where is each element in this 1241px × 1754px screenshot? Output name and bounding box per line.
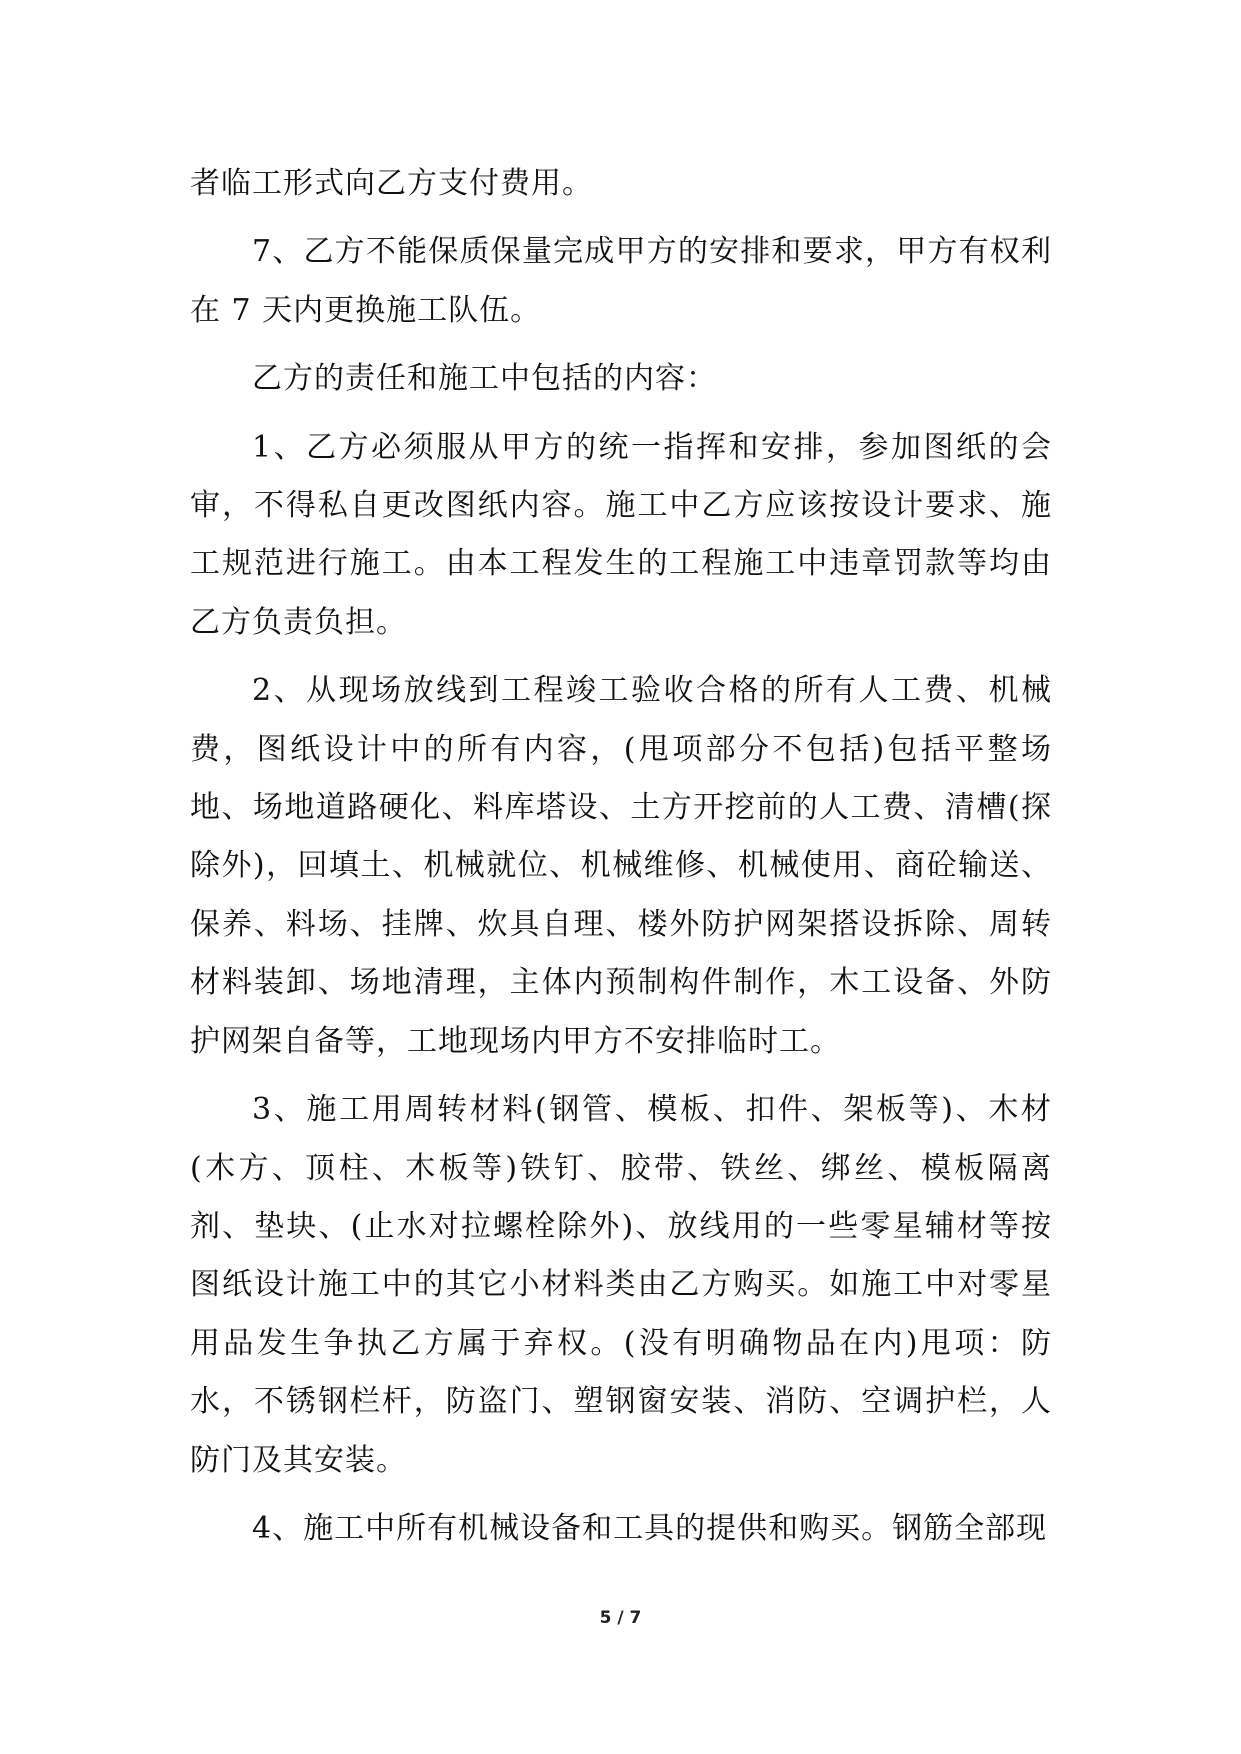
paragraph: 3、施工用周转材料(钢管、模板、扣件、架板等)、木材(木方、顶柱、木板等)铁钉、胶带、铁丝、绑丝、模板隔离剂、垫块、(止水对拉螺栓除外)、放线用的一些零星辅材等按图纸设计施工中的其它小材料类由乙方购买。如施工中对零星用品发生争执乙方属于弃权。(没有明确物品在内)甩项：防水，不锈钢栏杆，防盗门、塑钢窗安装、消防、空调护栏，人防门及其安装。: [190, 1092, 1052, 1478]
paragraph: 1、乙方必须服从甲方的统一指挥和安排，参加图纸的会审，不得私自更改图纸内容。施工中乙方应该按设计要求、施工规范进行施工。由本工程发生的工程施工中违章罚款等均由乙方负责负担。: [190, 429, 1052, 640]
page-number: 5 / 7: [599, 1608, 642, 1628]
paragraph: 乙方的责任和施工中包括的内容：: [252, 361, 717, 397]
paragraph: 者临工形式向乙方支付费用。: [190, 166, 593, 201]
paragraph: 2、从现场放线到工程竣工验收合格的所有人工费、机械费，图纸设计中的所有内容，(甩项部分不包括)包括平整场地、场地道路硬化、料库塔设、土方开挖前的人工费、清槽(探除外)，回填土、机械就位、机械维修、机械使用、商砼输送、保养、料场、挂牌、炊具自理、楼外防护网架搭设拆除、周转材料装卸、场地清理，主体内预制构件制作，木工设备、外防护网架自备等，工地现场内甲方不安排临时工。: [190, 673, 1052, 1059]
paragraph: 4、施工中所有机械设备和工具的提供和购买。钢筋全部现: [252, 1510, 1048, 1546]
paragraph: 7、乙方不能保质保量完成甲方的安排和要求，甲方有权利在 7 天内更换施工队伍。: [190, 234, 1052, 328]
document-body: [190, 155, 1052, 1568]
